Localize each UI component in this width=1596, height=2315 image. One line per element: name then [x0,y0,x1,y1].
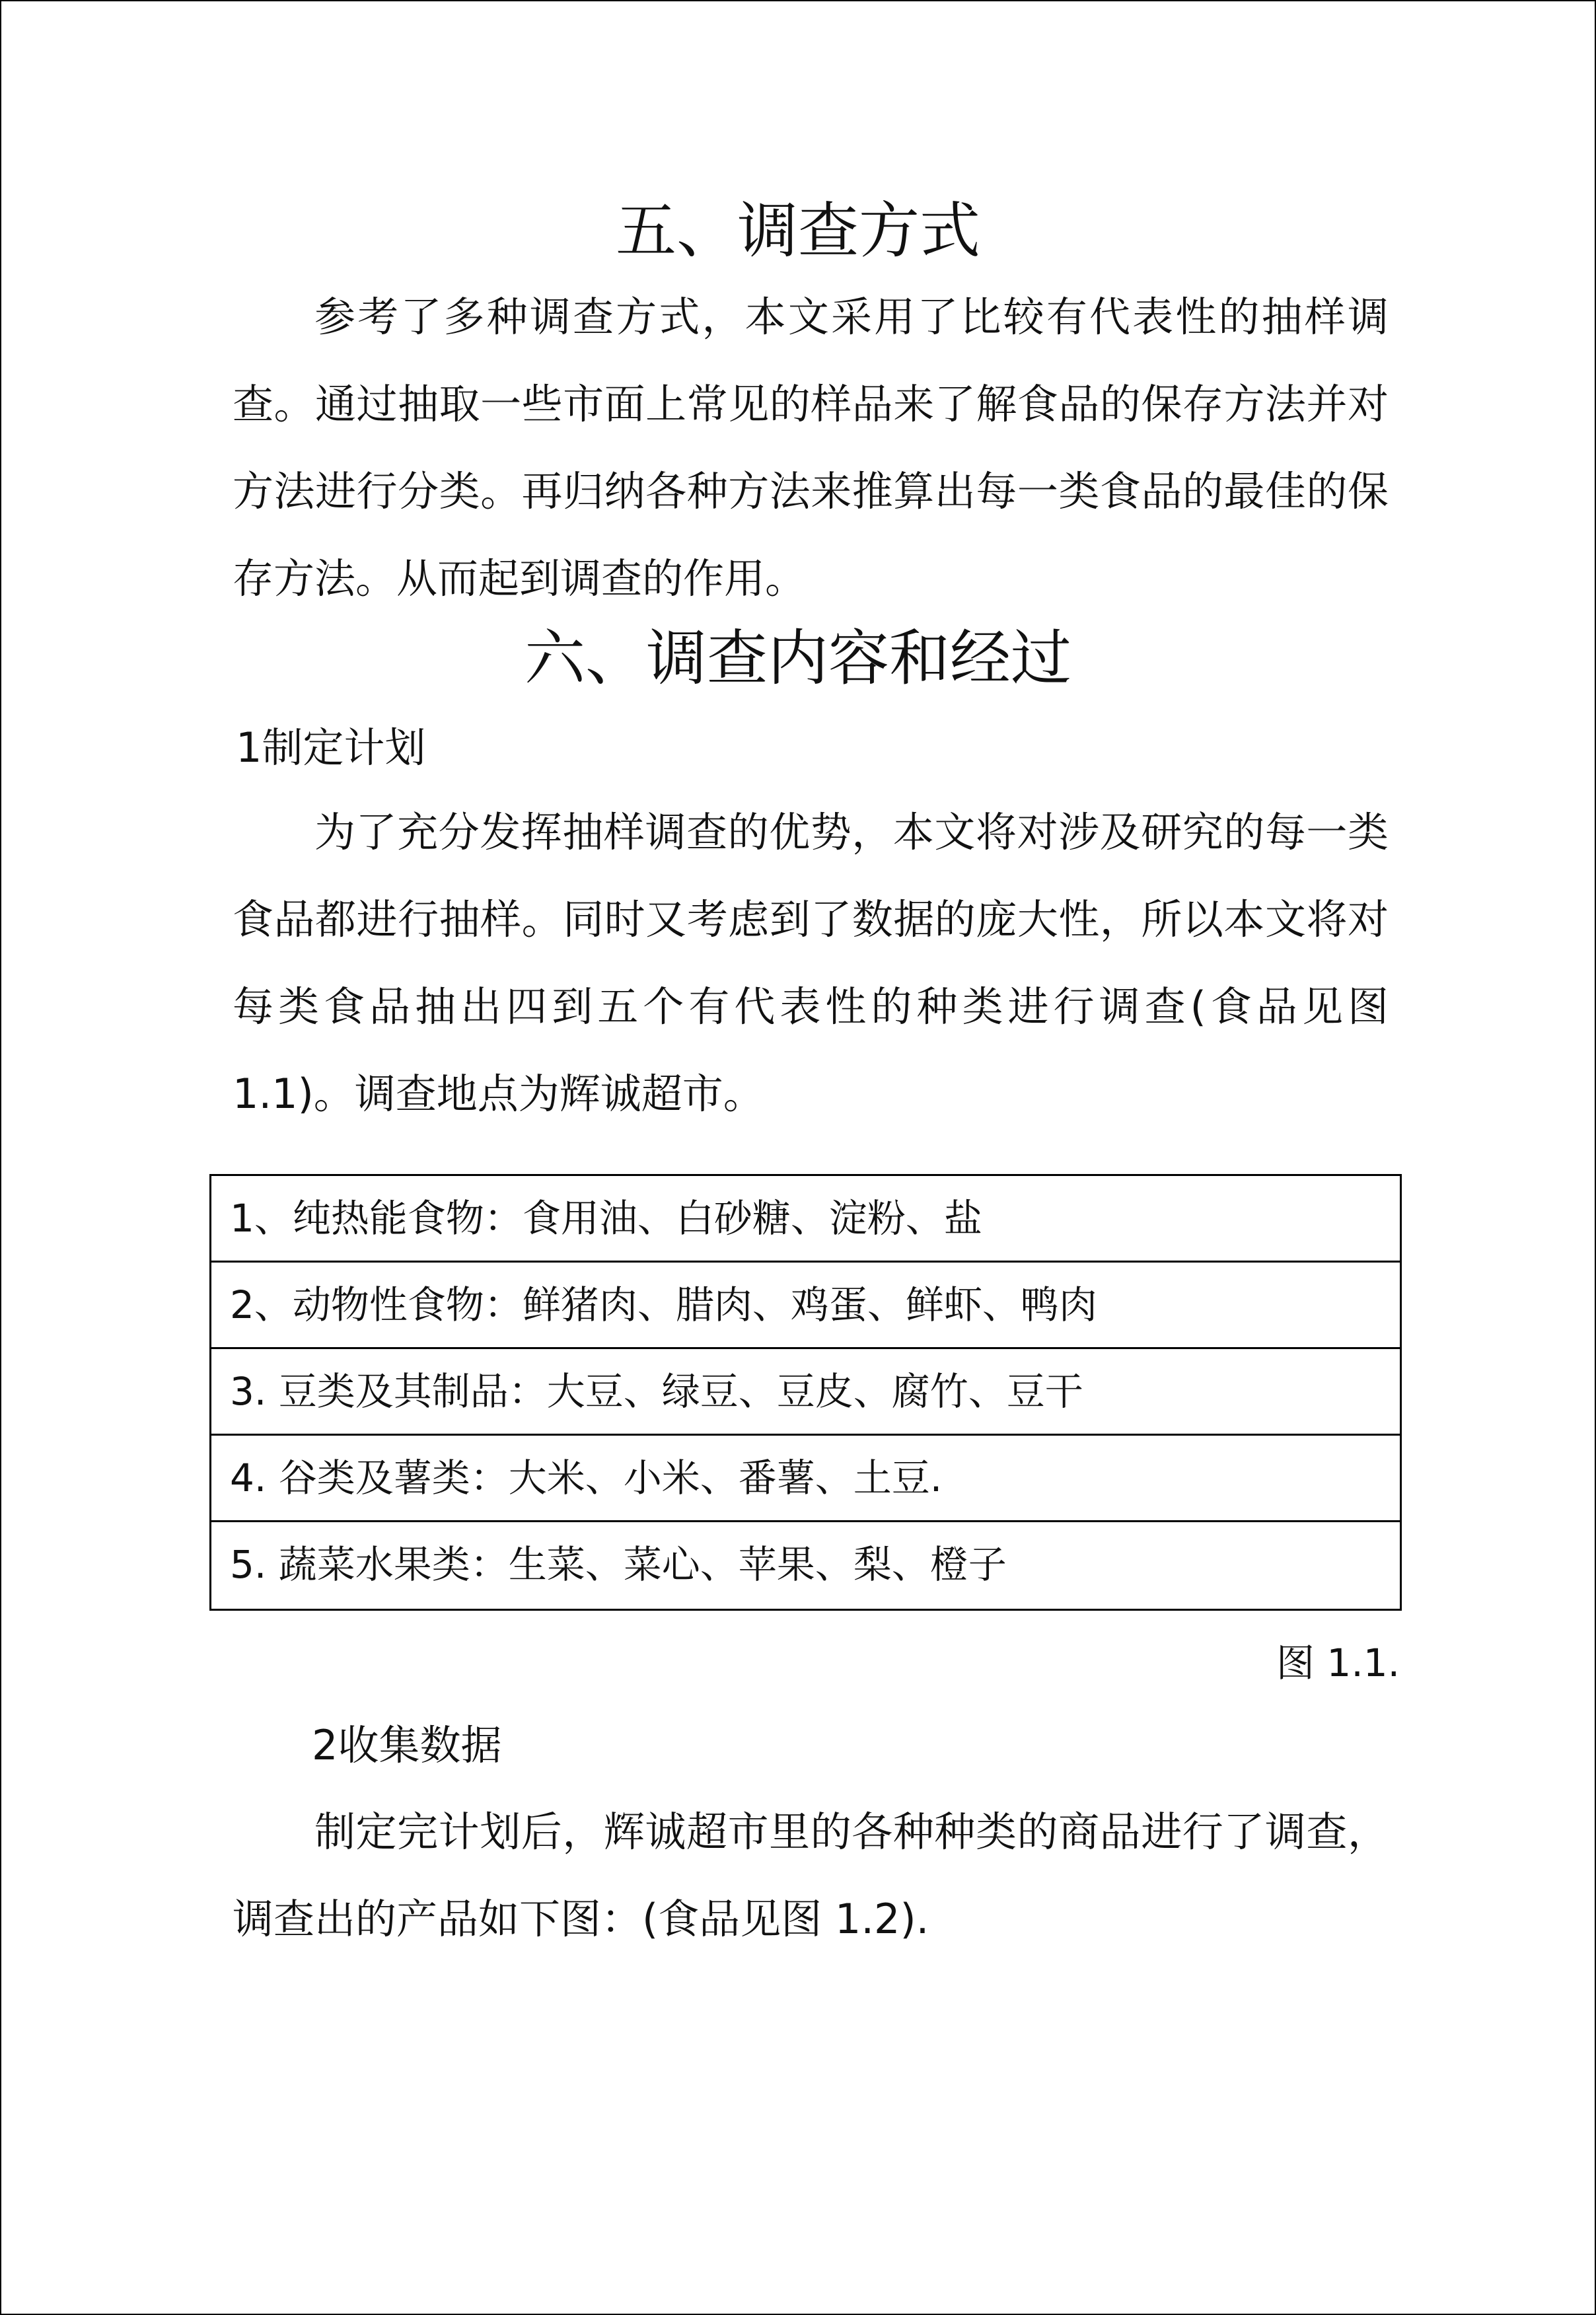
table-row: 1、纯热能食物：食用油、白砂糖、淀粉、盐 [211,1176,1400,1263]
food-category-table [209,1174,1402,1611]
step-1-heading: 1制定计划 [236,723,426,772]
step-2-paragraph: 制定完计划后，辉诚超市里的各种种类的商品进行了调查，调查出的产品如下图：(食品见图 1.2). [233,1808,1389,1943]
table-row: 3. 豆类及其制品：大豆、绿豆、豆皮、腐竹、豆干 [211,1349,1400,1436]
table-row: 5. 蔬菜水果类：生菜、菜心、苹果、梨、橙子 [230,1542,1007,1587]
table-row: 4. 谷类及薯类：大米、小米、番薯、土豆. [211,1436,1400,1522]
table-row: 2、动物性食物：鲜猪肉、腊肉、鸡蛋、鲜虾、鸭肉 [211,1263,1400,1349]
table-caption: 图 1.1. [1276,1640,1400,1685]
step-1-paragraph: 为了充分发挥抽样调查的优势，本文将对涉及研究的每一类食品都进行抽样。同时又考虑到了数据的庞大性，所以本文将对每类食品抽出四到五个有代表性的种类进行调查(食品见图 1.1)。调查地点为辉诚超市。 [233,808,1389,1118]
section-6-title: 六、调查内容和经过 [524,623,1071,694]
section-5-title: 五、调查方式 [615,196,980,266]
section-5-paragraph: 参考了多种调查方式，本文采用了比较有代表性的抽样调查。通过抽取一些市面上常见的样品来了解食品的保存方法并对方法进行分类。再归纳各种方法来推算出每一类食品的最佳的保存方法。从而起到调查的作用。 [233,293,1389,603]
step-2-heading: 2收集数据 [312,1721,502,1769]
